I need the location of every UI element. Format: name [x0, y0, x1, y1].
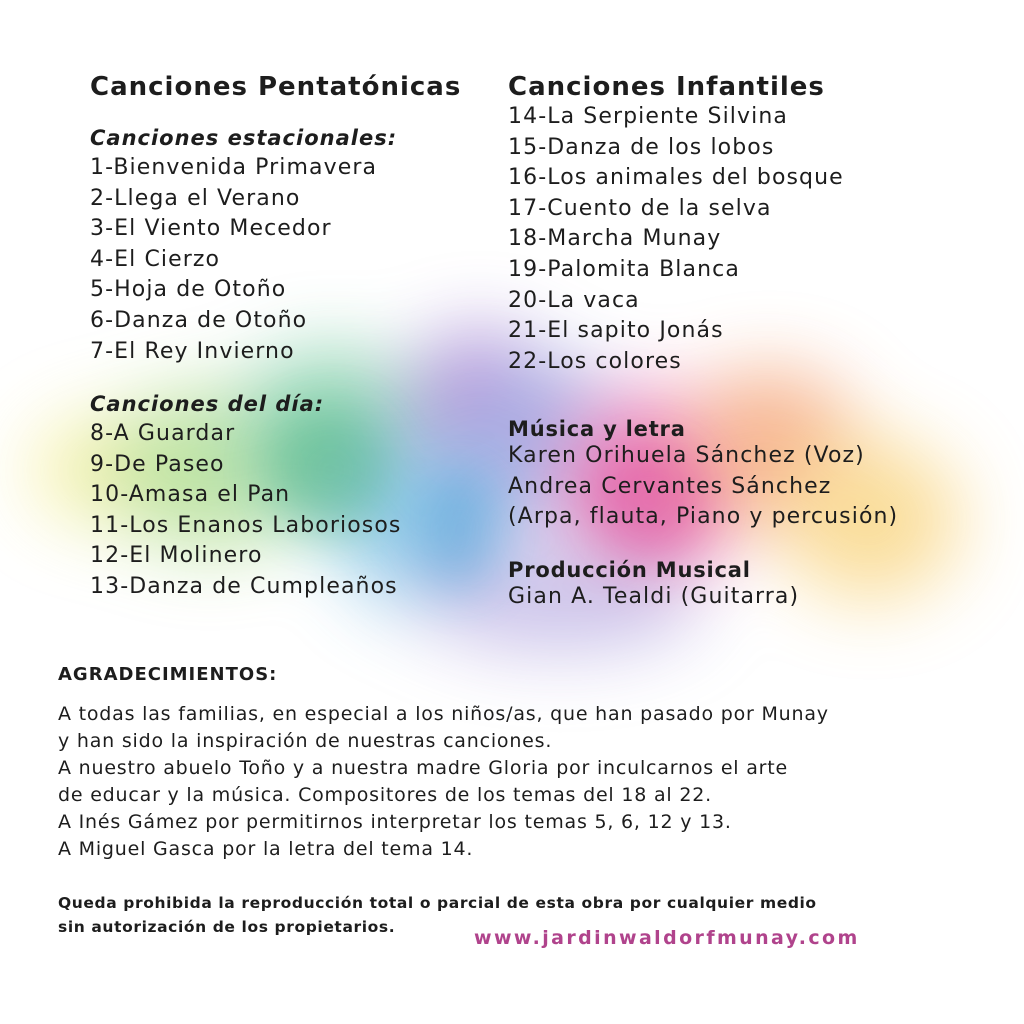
track-item: 13-Danza de Cumpleaños [90, 573, 398, 599]
track-item: 7-El Rey Invierno [90, 338, 295, 364]
acknowledgements-body [58, 701, 829, 863]
music-heading: Música y letra [508, 417, 686, 441]
left-column-title: Canciones Pentatónicas [90, 72, 462, 102]
track-item: 22-Los colores [508, 348, 682, 374]
credit-line: Karen Orihuela Sánchez (Voz) [508, 443, 865, 468]
seasonal-section [90, 126, 397, 367]
daily-heading: Canciones del día: [90, 392, 325, 416]
track-item: 4-El Cierzo [90, 246, 221, 272]
website-link[interactable]: www.jardinwaldorfmunay.com [474, 927, 860, 949]
track-item: 14-La Serpiente Silvina [508, 104, 788, 129]
track-item: 9-De Paseo [90, 451, 225, 477]
track-item: 10-Amasa el Pan [90, 482, 291, 508]
children-track-list [508, 102, 844, 377]
seasonal-heading: Canciones estacionales: [90, 126, 398, 150]
credit-line: (Arpa, flauta, Piano y percusión) [508, 504, 899, 529]
acknowledgement-line: A Inés Gámez por permitirnos interpretar los temas 5, 6, 12 y 13. [58, 811, 732, 833]
track-item: 20-La vaca [508, 287, 640, 313]
track-item: 3-El Viento Mecedor [90, 216, 332, 242]
track-item: 19-Palomita Blanca [508, 256, 740, 282]
daily-section [90, 392, 401, 603]
track-item: 12-El Molinero [90, 543, 263, 569]
track-item: 16-Los animales del bosque [508, 165, 844, 191]
track-item: 15-Danza de los lobos [508, 134, 775, 160]
track-item: 8-A Guardar [90, 421, 236, 446]
track-item: 1-Bienvenida Primavera [90, 155, 378, 180]
right-column [508, 72, 844, 377]
track-item: 6-Danza de Otoño [90, 307, 308, 333]
acknowledgements-heading: AGRADECIMIENTOS: [58, 664, 278, 685]
acknowledgement-line: A todas las familias, en especial a los niños/as, que han pasado por Munay [58, 703, 829, 725]
seasonal-track-list [90, 153, 397, 367]
acknowledgement-line: y han sido la inspiración de nuestras canciones. [58, 730, 553, 752]
production-heading: Producción Musical [508, 558, 751, 582]
music-credits [508, 417, 898, 533]
track-item: 2-Llega el Verano [90, 185, 301, 211]
track-item: 5-Hoja de Otoño [90, 277, 287, 303]
track-item: 17-Cuento de la selva [508, 195, 772, 221]
legal-line: sin autorización de los propietarios. [58, 918, 396, 936]
production-credits [508, 558, 799, 613]
legal-line: Queda prohibida la reproducción total o parcial de esta obra por cualquier medio [58, 894, 817, 912]
acknowledgement-line: A nuestro abuelo Toño y a nuestra madre Gloria por inculcarnos el arte [58, 757, 789, 779]
acknowledgements-section [58, 664, 829, 863]
acknowledgement-line: A Miguel Gasca por la letra del tema 14. [58, 838, 474, 860]
credit-line: Gian A. Tealdi (Guitarra) [508, 584, 800, 609]
track-item: 11-Los Enanos Laboriosos [90, 512, 402, 538]
track-item: 18-Marcha Munay [508, 226, 722, 252]
track-item: 21-El sapito Jonás [508, 318, 724, 344]
daily-track-list [90, 419, 401, 603]
left-column [90, 72, 461, 102]
right-column-title: Canciones Infantiles [508, 72, 825, 102]
credit-line: Andrea Cervantes Sánchez [508, 473, 832, 499]
acknowledgement-line: de educar y la música. Compositores de los temas del 18 al 22. [58, 784, 712, 806]
